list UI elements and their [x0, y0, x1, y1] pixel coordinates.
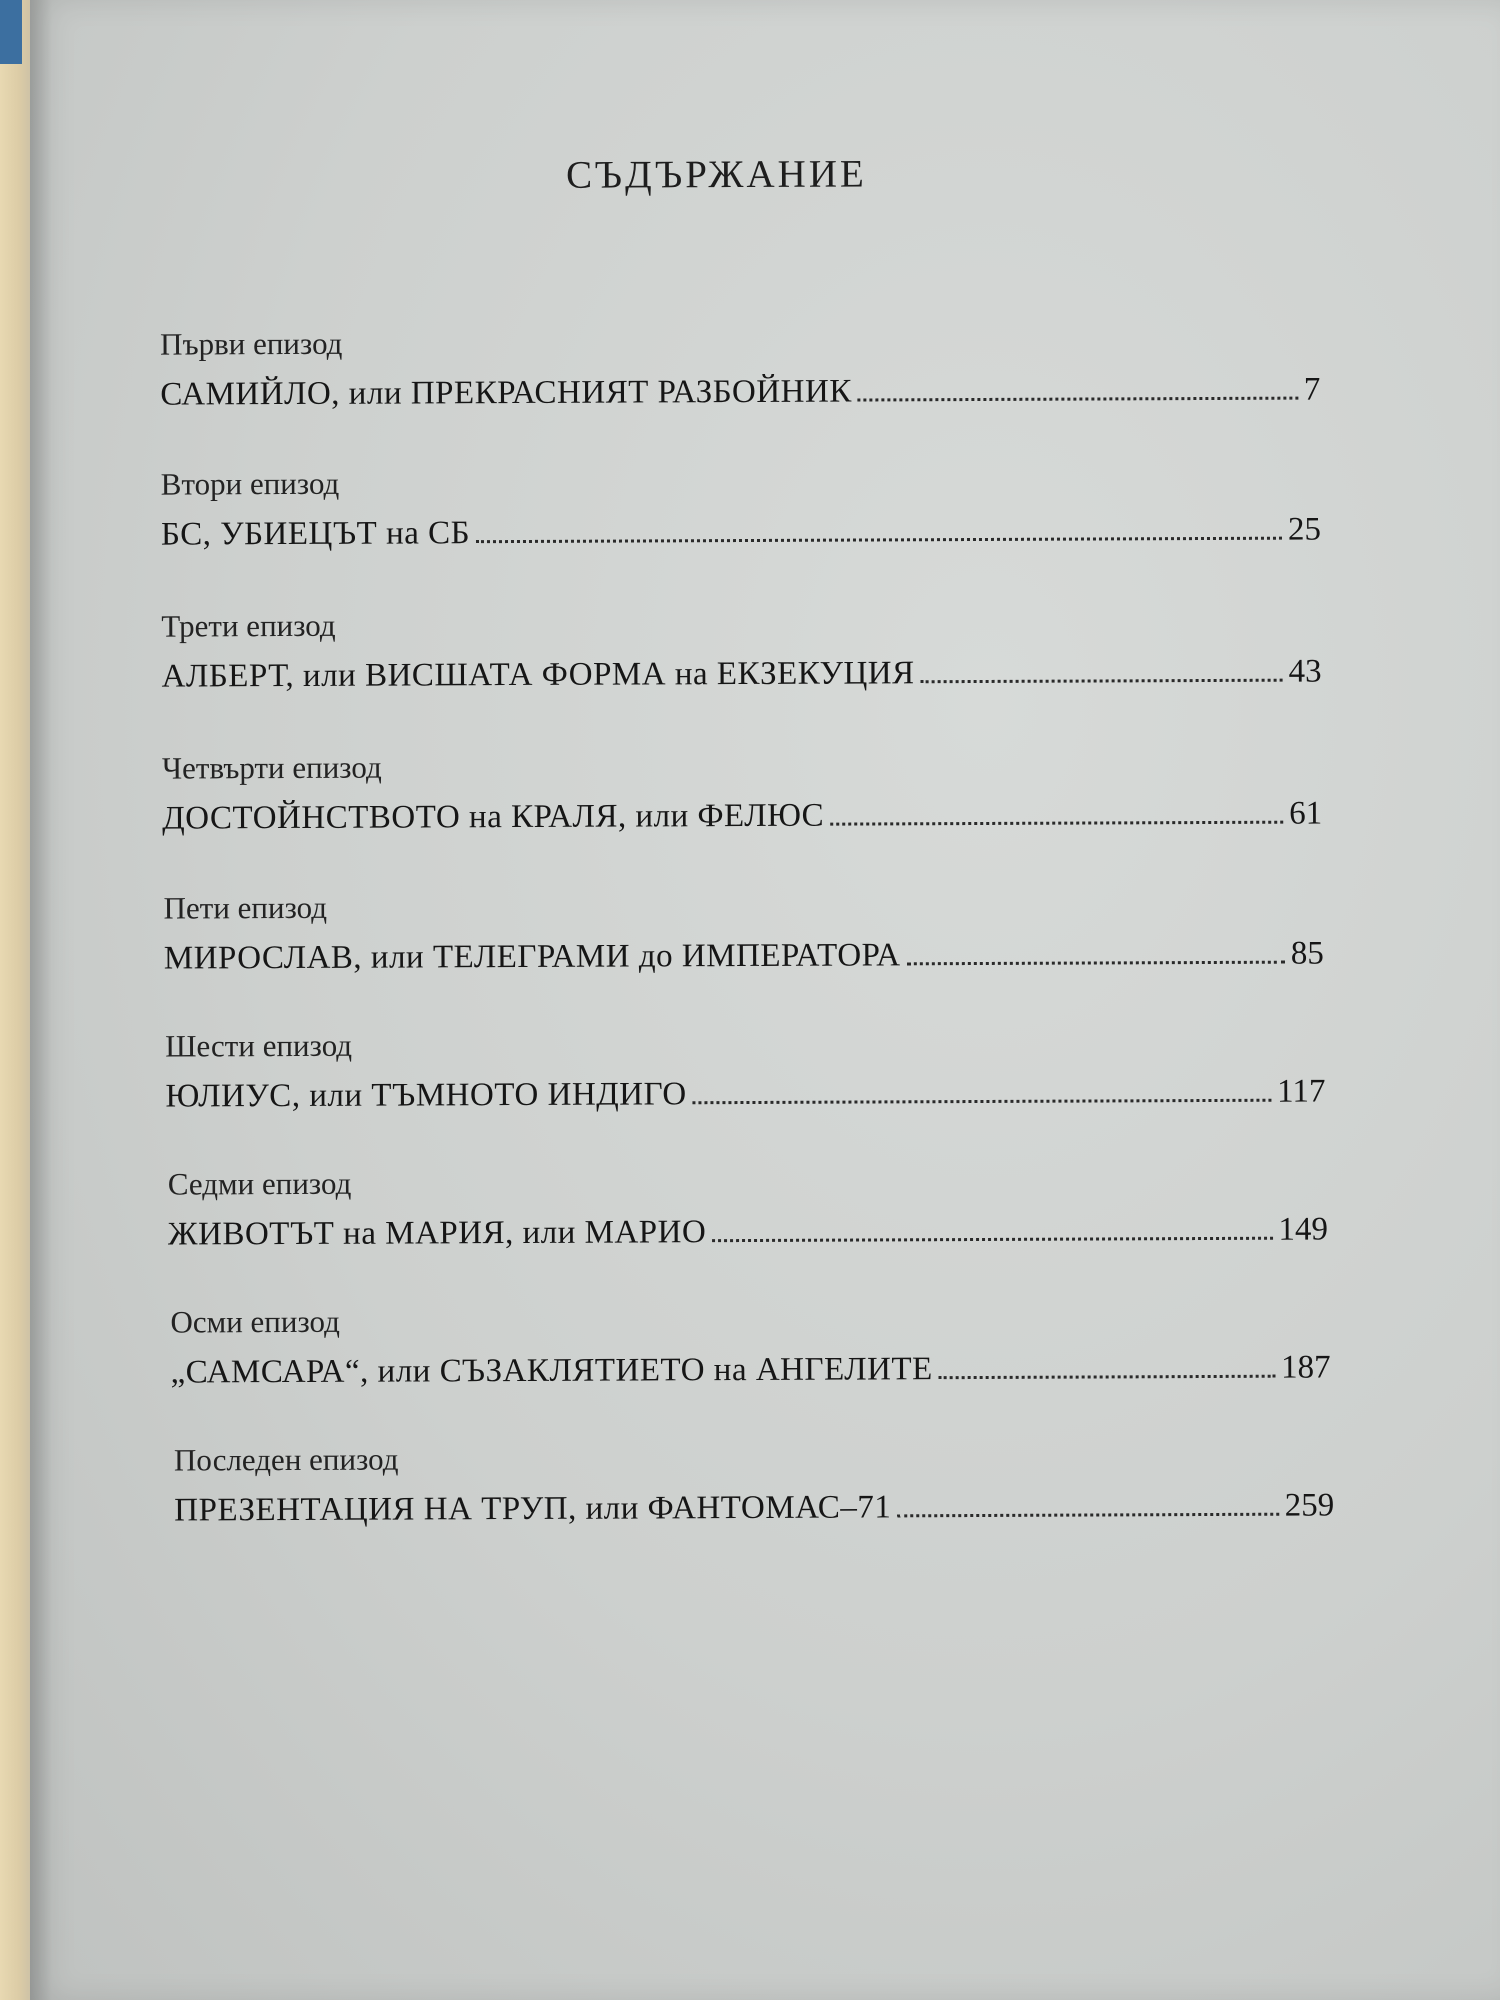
dot-leader: [858, 397, 1298, 402]
page-number: 117: [1277, 1073, 1326, 1110]
dot-leader: [907, 961, 1285, 966]
toc-entry-4: [162, 744, 1322, 841]
episode-title: АЛБЕРТ, или ВИСШАТА ФОРМА на ЕКЗЕКУЦИЯ: [161, 655, 915, 695]
dot-leader: [921, 679, 1283, 684]
toc-entry-1: [160, 320, 1320, 417]
episode-title: „САМСАРА“, или СЪЗАКЛЯТИЕТО на АНГЕЛИТЕ: [170, 1351, 933, 1391]
page-number: 187: [1281, 1349, 1331, 1386]
episode-title: ДОСТОЙНСТВОТО на КРАЛЯ, или ФЕЛЮС: [162, 797, 825, 837]
toc-title: СЪДЪРЖАНИЕ: [565, 152, 867, 197]
episode-title: ЖИВОТЪТ на МАРИЯ, или МАРИО: [167, 1214, 707, 1253]
episode-label: Последен епизод: [173, 1441, 399, 1478]
episode-line: [160, 368, 1320, 417]
episode-label: Осми епизод: [170, 1303, 340, 1340]
toc-entry-3: [161, 602, 1321, 699]
dot-leader: [693, 1099, 1271, 1105]
toc-entry-2: [161, 460, 1321, 557]
episode-line: [168, 1207, 1328, 1256]
page-number: 7: [1303, 371, 1321, 408]
page-number: 25: [1287, 511, 1322, 548]
dot-leader: [476, 537, 1282, 544]
episode-line: [171, 1345, 1331, 1394]
episode-line: [162, 792, 1322, 841]
dot-leader: [939, 1375, 1275, 1379]
toc-entry-7: [168, 1159, 1328, 1256]
episode-label: Трети епизод: [161, 607, 336, 644]
toc-entry-9: [174, 1435, 1334, 1532]
page-number: 149: [1278, 1211, 1329, 1248]
episode-label: Първи епизод: [160, 325, 343, 362]
dot-leader: [897, 1513, 1278, 1518]
episode-line: [165, 1069, 1325, 1118]
episode-line: [164, 931, 1324, 980]
episode-label: Шести епизод: [165, 1027, 353, 1064]
episode-label: Седми епизод: [167, 1165, 352, 1202]
episode-title: МИРОСЛАВ, или ТЕЛЕГРАМИ до ИМПЕРАТОРА: [163, 937, 901, 977]
episode-title: САМИЙЛО, или ПРЕКРАСНИЯТ РАЗБОЙНИК: [160, 373, 852, 413]
dot-leader: [712, 1237, 1272, 1242]
episode-line: [161, 508, 1321, 557]
dot-leader: [830, 821, 1283, 826]
episode-title: ПРЕЗЕНТАЦИЯ НА ТРУП, или ФАНТОМАС–71: [174, 1489, 892, 1529]
page-number: 259: [1284, 1487, 1335, 1524]
episode-label: Четвърти епизод: [161, 749, 382, 786]
page-number: 85: [1290, 935, 1324, 972]
toc-entry-6: [165, 1021, 1325, 1118]
toc-entry-8: [170, 1297, 1330, 1394]
episode-title: ЮЛИУС, или ТЪМНОТО ИНДИГО: [165, 1076, 687, 1115]
toc-entry-5: [164, 883, 1324, 980]
episode-label: Пети епизод: [163, 889, 328, 926]
page-number: 43: [1288, 653, 1322, 690]
episode-line: [174, 1483, 1334, 1532]
episode-label: Втори епизод: [160, 465, 340, 502]
page-number: 61: [1289, 795, 1323, 832]
episode-title: БС, УБИЕЦЪТ на СБ: [160, 515, 471, 553]
episode-line: [161, 650, 1321, 699]
